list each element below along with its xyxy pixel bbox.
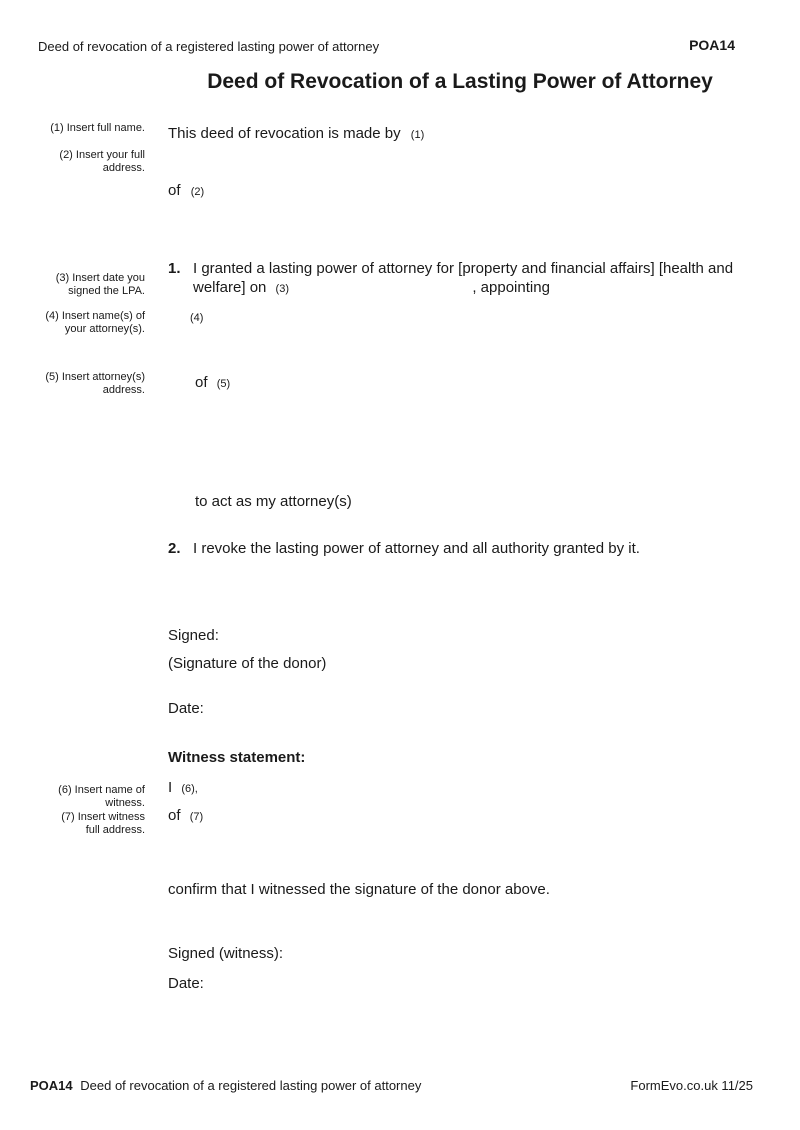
footer-doc-line (30, 1078, 421, 1093)
clause-2 (168, 539, 741, 558)
date-label: Date: (168, 700, 204, 717)
margin-note-2 (59, 149, 145, 175)
margin-note-4 (45, 310, 145, 336)
clause-2-number: 2. (168, 540, 181, 557)
signed-witness-label: Signed (witness): (168, 945, 284, 962)
margin-note-6-line2: witness. (105, 797, 145, 809)
witness-statement-heading: Witness statement: (168, 749, 306, 766)
margin-note-7-line2: full address. (85, 824, 145, 836)
margin-note-2-line2: address. (102, 162, 145, 174)
witness-address-of: of (168, 807, 181, 824)
footnote-ref-6: (6), (181, 783, 198, 795)
witness-date-label: Date: (168, 975, 204, 992)
clause-1-line1: I granted a lasting power of attorney for [property and financial affairs] [health and (193, 260, 734, 277)
margin-note-5-line1: (5) Insert attorney(s) (45, 371, 145, 383)
signature-of-donor-hint: (Signature of the donor) (168, 655, 327, 672)
header-doc-title: Deed of revocation of a registered lasting power of attorney (38, 39, 380, 54)
clause-2-text: I revoke the lasting power of attorney and all authority granted by it. (193, 540, 640, 557)
margin-note-1 (50, 122, 145, 135)
footer-publisher: FormEvo.co.uk 11/25 (630, 1078, 753, 1093)
footer-doc-title: Deed of revocation of a registered lasting power of attorney (80, 1078, 422, 1093)
margin-note-2-line1: (2) Insert your full (59, 149, 145, 161)
clause-1 (168, 259, 741, 299)
witness-address-line (168, 806, 203, 827)
margin-note-6-line1: (6) Insert name of (58, 784, 145, 796)
margin-note-1-line1: (1) Insert full name. (50, 122, 145, 134)
margin-note-3-line2: signed the LPA. (68, 285, 145, 297)
footer-form-code: POA14 (30, 1078, 73, 1093)
margin-note-4-line1: (4) Insert name(s) of (45, 310, 145, 322)
deed-made-by-line (168, 124, 424, 145)
footnote-ref-4: (4) (190, 312, 204, 324)
footnote-ref-3: (3) (275, 283, 289, 295)
clause-1-line2 (193, 278, 741, 299)
attorney-address-of: of (195, 374, 208, 391)
margin-note-7 (61, 811, 145, 837)
witness-confirm-line: confirm that I witnessed the signature of the donor above. (168, 881, 550, 898)
donor-address-of: of (168, 182, 181, 199)
act-as-attorneys-line: to act as my attorney(s) (195, 493, 352, 510)
margin-note-6 (58, 784, 145, 810)
header-form-code: POA14 (689, 37, 735, 53)
margin-note-3 (56, 272, 145, 298)
donor-address-line (168, 181, 204, 202)
signed-label: Signed: (168, 627, 219, 644)
margin-note-3-line1: (3) Insert date you (55, 272, 145, 284)
clause-1-number: 1. (168, 260, 181, 277)
footnote-ref-2: (2) (190, 186, 205, 198)
footnote-ref-5: (5) (216, 378, 231, 390)
page-title: Deed of Revocation of a Lasting Power of Attorney (207, 70, 713, 93)
clause-1-line2-end: , appointing (472, 279, 550, 296)
deed-made-by-text: This deed of revocation is made by (168, 125, 401, 142)
witness-i-word: I (168, 779, 173, 796)
margin-note-4-line2: your attorney(s). (64, 323, 145, 335)
footnote-ref-7: (7) (189, 811, 204, 823)
footnote-ref-1: (1) (410, 129, 425, 141)
clause-1-text (193, 259, 741, 299)
margin-note-5-line2: address. (102, 384, 145, 396)
clause-1-line2-start: welfare] on (193, 279, 267, 296)
margin-note-7-line1: (7) Insert witness (61, 811, 145, 823)
margin-note-5 (45, 371, 145, 397)
attorney-address-line (195, 373, 230, 394)
witness-name-line (168, 778, 198, 799)
